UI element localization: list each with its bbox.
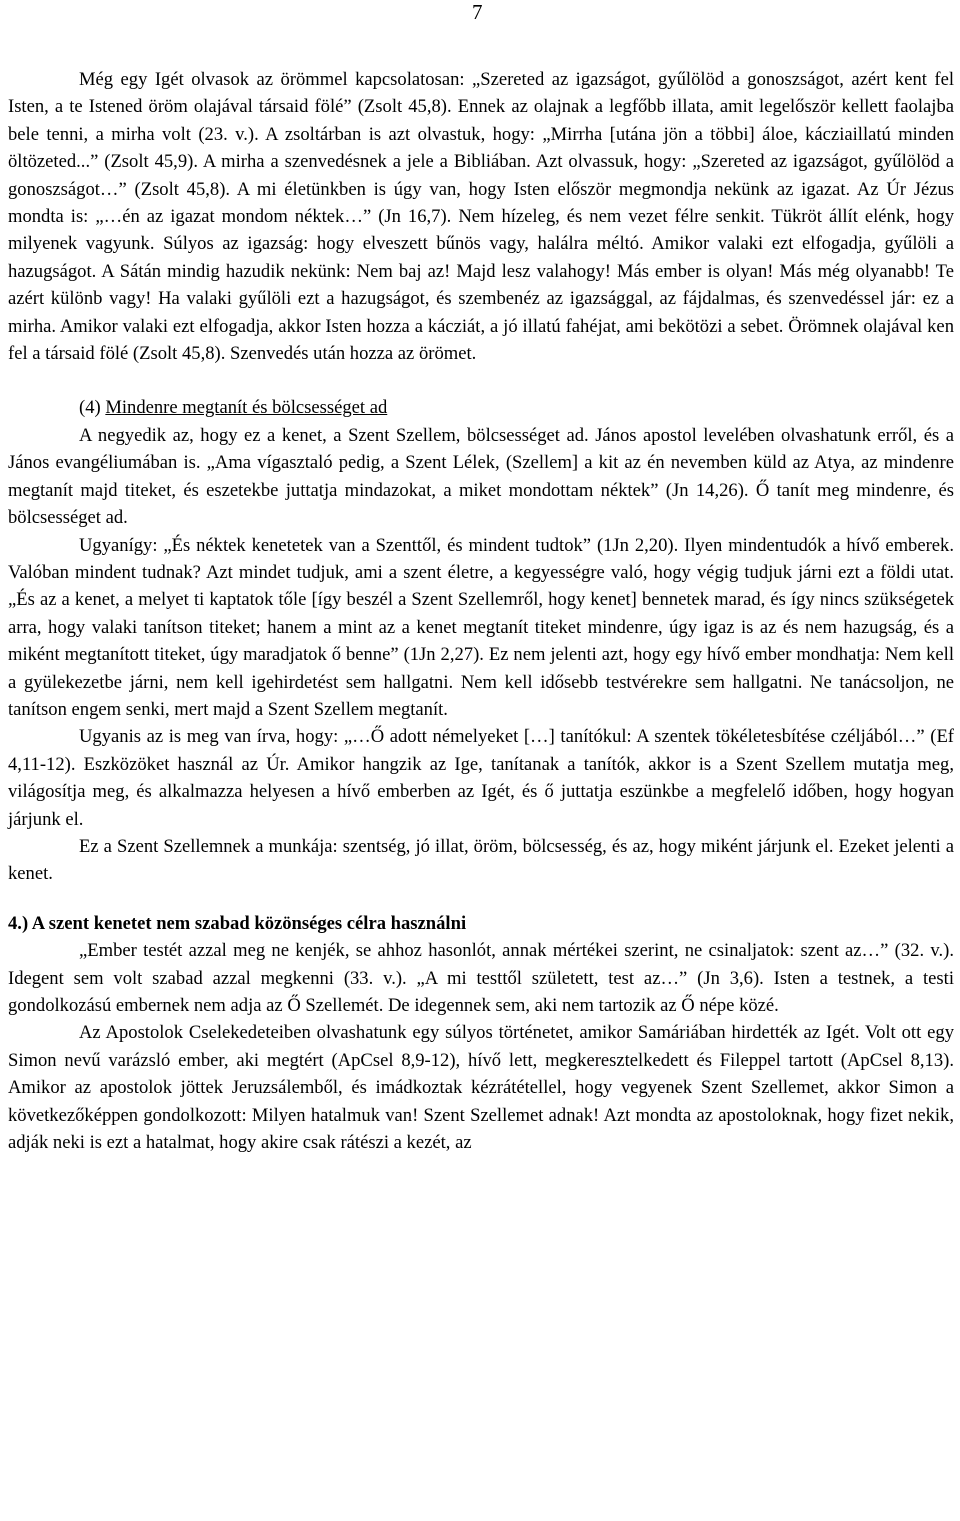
subheading-title: Mindenre megtanít és bölcsességet ad	[105, 397, 388, 419]
paragraph-spacer	[8, 367, 954, 394]
paragraph-not-common-use: „Ember testét azzal meg ne kenjék, se ahhoz hasonlót, annak mértékei szerint, ne csinaljatok: szent az…” (32. v.). Idegent sem volt szabad azzal megkenni (33. v.). „A mi testtől született, test az…” (Jn 3,6). Isten a testnek, a testi gondolkozású embernek nem adja az Ő Szellemét. De idegennek sem, aki nem tartozik az Ő népe közé.	[8, 940, 954, 1016]
section-spacer	[8, 888, 954, 910]
paragraph-joy-and-myrrh: Még egy Igét olvasok az örömmel kapcsolatosan: „Szereted az igazságot, gyűlölöd a gonoszságot, azért kent fel Isten, a te Istened öröm olajával társaid fölé” (Zsolt 45,8). Ennek az olajnak a legfőbb illata, amit legelőször kellett faolajba bele tenni, a mirha volt (23. v.). A zsoltárban is azt olvastuk, hogy: „Mirrha [utána jön a többi] áloe, kácziaillatú minden öltözeted...” (Zsolt 45,9). A mirha a szenvedésnek a jele a Bibliában. Azt olvassuk, hogy: „Szereted az igazságot, gyűlölöd a gonoszságot…” (Zsolt 45,8). A mi életünkben is úgy van, hogy Isten először megmondja nekünk az igazat. Az Úr Jézus mondta is: „…én az igazat mondom néktek…” (Jn 16,7). Nem hízeleg, és nem vezet félre senkit. Tükröt állít elénk, hogy milyenek vagyunk. Súlyos az igazság: hogy elveszett bűnös vagy, halálra méltó. Amikor valaki ezt elfogadja, gyűlöli a hazugságot. A Sátán mindig hazudik nekünk: Nem baj az! Majd lesz valahogy! Más ember is olyan! Más még olyanabb! Te azért különb vagy! Ha valaki gyűlöli ezt a hazugságot, és szembenéz az igazsággal, az fájdalmas, és szenvedéssel jár: ez a mirha. Amikor valaki ezt elfogadja, akkor Isten hozza a kácziát, a jó illatú fahéjat, ami bekötözi a sebet. Örömnek olajával ken fel a társaid fölé (Zsolt 45,8). Szenvedés után hozza az örömet.	[8, 69, 954, 365]
paragraph-simon-magus: Az Apostolok Cselekedeteiben olvashatunk egy súlyos történetet, amikor Samáriában hirdették az Igét. Volt ott egy Simon nevű varázsló ember, aki megtért (ApCsel 8,9-12), hívő lett, megkeresztelkedett és Fileppel tartott (ApCsel 8,13). Amikor az apostolok jöttek Jeruzsálemből, és imádkoztak kézrátétellel, hogy vegyenek Szent Szellemet, akkor Simon a következőképpen gondolkozott: Milyen hatalmuk van! Szent Szellemet adnak! Azt mondta az apostoloknak, hogy fizet nekik, adják neki is ezt a hatalmat, hogy akire csak rátészi a kezét, az	[8, 1022, 954, 1154]
paragraph-anointing-knowledge: Ugyanígy: „És néktek kenetetek van a Szenttől, és mindent tudtok” (1Jn 2,20). Ilyen mindentudók a hívő emberek. Valóban mindent tudnak? Azt mindet tudjuk, ami a szent életre, a kegyességre való, hogy végig tudjuk járni ezt a földi utat. „És az a kenet, a melyet ti kaptatok tőle [így beszél a Szent Szellemről, hogy kenet] bennetek marad, és így nincs szükségetek arra, hogy valaki tanítson titeket; hanem a mint az a kenet megtanít titeket mindenre, úgy igaz is az és nem hazugság, és a miként megtanított titeket, úgy maradjatok ő benne” (1Jn 2,27). Ez nem jelenti azt, hogy egy hívő ember mondhatja: Nem kell a gyülekezetbe járni, nem kell igehirdetést sem hallgatni. Nem kell idősebb testvérekre sem hallgatni. Ne tanácsoljon, ne tanítson engem senki, mert majd a Szent Szellem megtanít.	[8, 534, 954, 720]
subheading-teaches-wisdom	[8, 394, 954, 421]
paragraph-teachers: Ugyanis az is meg van írva, hogy: „…Ő adott némelyeket […] tanítókul: A szentek tökéletesbítése czéljából…” (Ef 4,11-12). Eszközöket használ az Úr. Amikor hangzik az Ige, tanítanak a tanítók, akkor is a Szent Szellem mutatja meg, világosítja meg, és alkalmazza helyesen a hívő emberben az Igét, és ő juttatja eszünkbe a megfelelő időben, hogy hogyan járjunk el.	[8, 726, 954, 830]
page-content	[8, 66, 954, 1156]
paragraph-spirit-work: Ez a Szent Szellemnek a munkája: szentség, jó illat, öröm, bölcsesség, és az, hogy miként járjunk el. Ezeket jelenti a kenet.	[8, 835, 954, 885]
paragraph-fourth-wisdom: A negyedik az, hogy ez a kenet, a Szent Szellem, bölcsességet ad. János apostol levelében olvashatunk erről, és a János evangéliumában is. „Ama vígasztaló pedig, a Szent Lélek, (Szellem] a kit az én nevemben küld az Atya, az mindenre megtanít majd titeket, és eszetekbe juttatja mindazokat, a miket mondottam néktek” (Jn 14,26). Ő tanít meg mindenre, és bölcsességet ad.	[8, 424, 954, 529]
subheading-number: (4)	[79, 397, 106, 419]
page-number: 7	[472, 0, 483, 24]
section-heading-4: 4.) A szent kenetet nem szabad közönséges célra használni	[8, 912, 467, 934]
